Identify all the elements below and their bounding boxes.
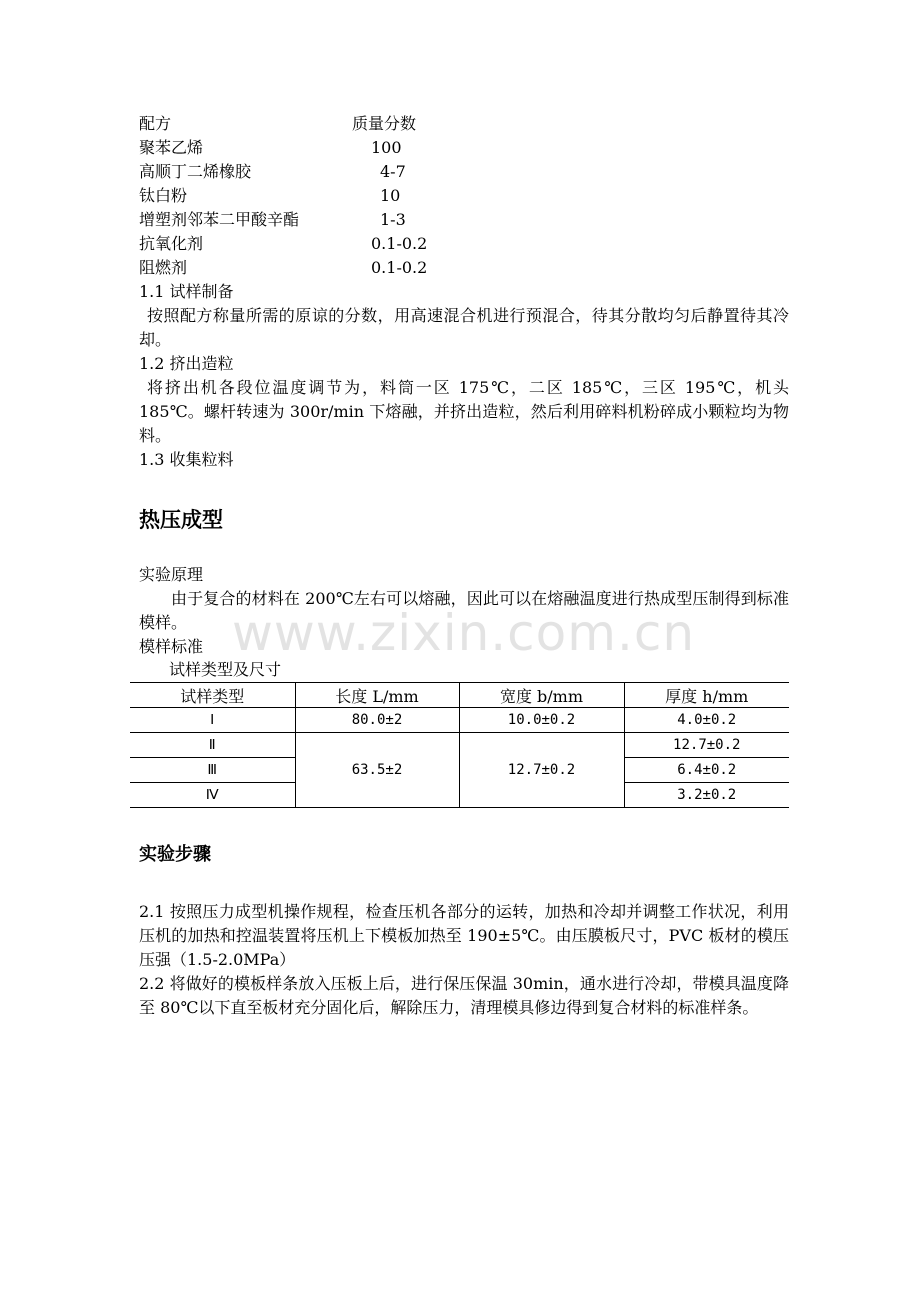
thickness-cell: 6.4±0.2 (624, 758, 789, 783)
column-header-type: 试样类型 (130, 683, 295, 708)
formula-header-name: 配方 (139, 114, 172, 133)
paragraph-2-2: 2.2 将做好的模板样条放入压板上后，进行保压保温 30min，通水进行冷却，带模具温度降至 80℃以下直至板材充分固化后，解除压力，清理模具修边得到复合材料的标准样条。 (139, 974, 789, 1017)
formula-item-name: 抗氧化剂 (139, 234, 204, 253)
width-cell: 10.0±0.2 (459, 708, 624, 733)
thickness-cell: 12.7±0.2 (624, 733, 789, 758)
section-title-steps: 实验步骤 (139, 844, 211, 865)
column-header-width: 宽度 b/mm (459, 683, 624, 708)
specimen-type-cell: Ⅱ (130, 733, 295, 758)
formula-item-name: 钛白粉 (139, 186, 188, 205)
thickness-cell: 4.0±0.2 (624, 708, 789, 733)
thickness-cell: 3.2±0.2 (624, 783, 789, 808)
column-header-length: 长度 L/mm (295, 683, 459, 708)
formula-header-value: 质量分数 (352, 114, 417, 133)
length-cell: 80.0±2 (295, 708, 459, 733)
paragraph-1-1: 按照配方称量所需的原谅的分数，用高速混合机进行预混合，待其分散均匀后静置待其冷却。 (139, 306, 789, 349)
subheading-1-1: 1.1 试样制备 (139, 282, 234, 301)
formula-item-value: 0.1-0.2 (371, 258, 428, 277)
principle-text: 由于复合的材料在 200℃左右可以熔融，因此可以在熔融温度进行热成型压制得到标准模样。 (139, 589, 789, 632)
formula-item-name: 聚苯乙烯 (139, 138, 204, 157)
subheading-1-2: 1.2 挤出造粒 (139, 354, 234, 373)
length-cell: 63.5±2 (295, 733, 459, 808)
table-header-row (130, 683, 789, 708)
paragraph-2-1: 2.1 按照压力成型机操作规程，检查压机各部分的运转，加热和冷却并调整工作状况，利用压机的加热和控温装置将压机上下模板加热至 190±5℃。由压膜板尺寸，PVC 板材的模压压强（1.5-2.0MPa） (139, 902, 789, 969)
table-caption: 试样类型及尺寸 (169, 660, 282, 679)
formula-item-value: 1-3 (380, 210, 406, 229)
formula-item-name: 增塑剂邻苯二甲酸辛酯 (139, 210, 300, 229)
principle-label: 实验原理 (139, 565, 204, 584)
subheading-1-3: 1.3 收集粒料 (139, 450, 234, 469)
section-title-hot-press: 热压成型 (139, 508, 223, 532)
formula-item-value: 100 (371, 138, 402, 157)
width-cell: 12.7±0.2 (459, 733, 624, 808)
formula-item-value: 4-7 (380, 162, 406, 181)
column-header-thickness: 厚度 h/mm (624, 683, 789, 708)
standard-label: 模样标准 (139, 637, 204, 656)
specimen-type-cell: Ⅲ (130, 758, 295, 783)
watermark: www.zixin.com.cn (232, 604, 696, 662)
specimen-type-cell: Ⅳ (130, 783, 295, 808)
specimen-type-cell: Ⅰ (130, 708, 295, 733)
table-row (130, 733, 789, 758)
formula-item-value: 0.1-0.2 (371, 234, 428, 253)
formula-item-name: 阻燃剂 (139, 258, 188, 277)
table-row (130, 708, 789, 733)
formula-item-name: 高顺丁二烯橡胶 (139, 162, 252, 181)
paragraph-1-2: 将挤出机各段位温度调节为，料筒一区 175℃，二区 185℃，三区 195℃，机头 185℃。螺杆转速为 300r/min 下熔融，并挤出造粒，然后利用碎料机粉碎成小颗粒均为物料。 (139, 378, 789, 445)
specimen-dimension-table (130, 682, 789, 808)
formula-item-value: 10 (380, 186, 401, 205)
